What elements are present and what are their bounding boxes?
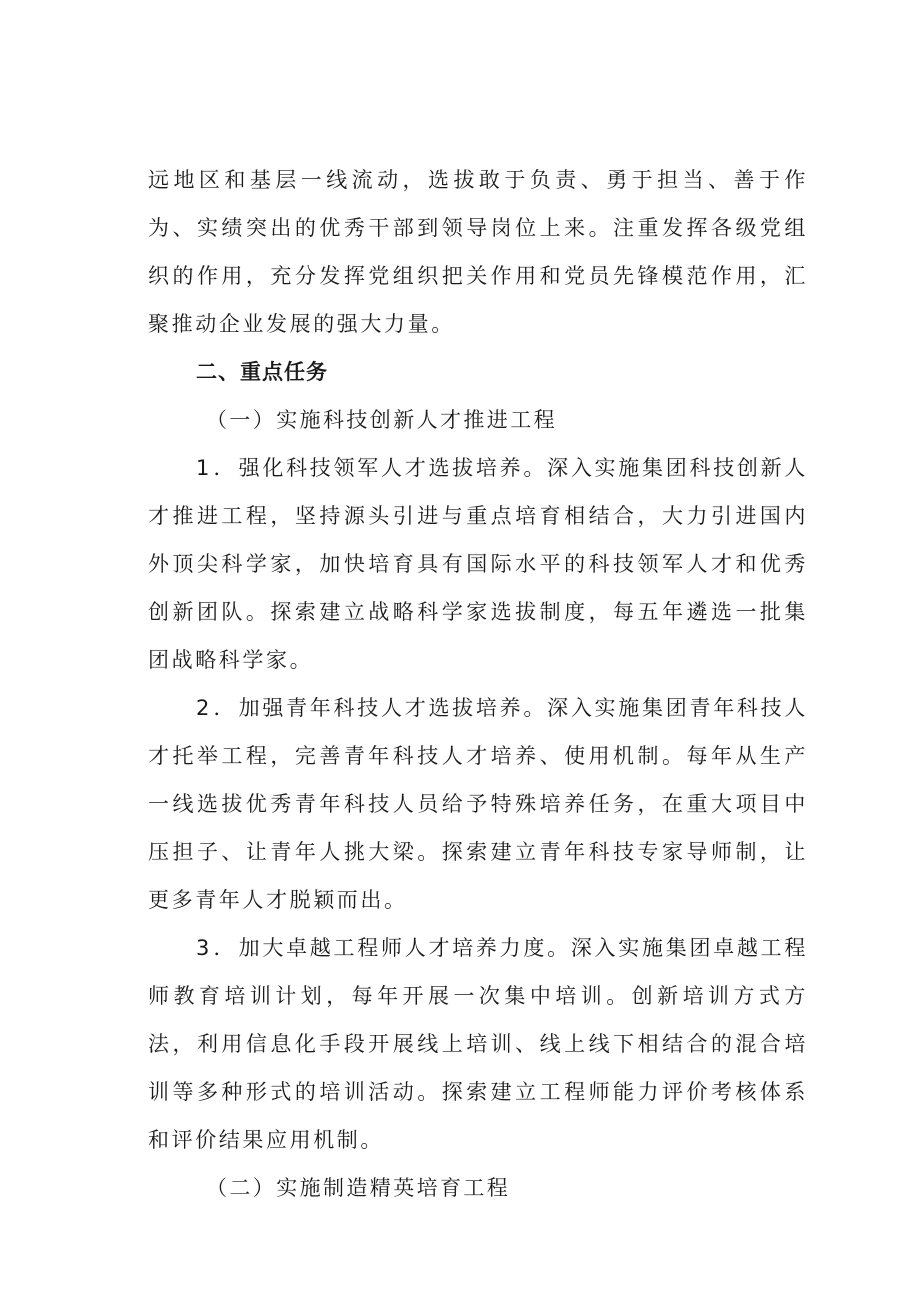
list-item-number: 1． bbox=[196, 456, 239, 480]
intro-paragraph: 远地区和基层一线流动，选拔敢于负责、勇于担当、善于作为、实绩突出的优秀干部到领导岗位上来。注重发挥各级党组织的作用，充分发挥党组织把关作用和党员先锋模范作用，汇聚推动企业发展的强大力量。 bbox=[148, 168, 808, 336]
list-item-text: 加强青年科技人才选拔培养。深入实施集团青年科技人才托举工程，完善青年科技人才培养、使用机制。每年从生产一线选拔优秀青年科技人员给予特殊培养任务，在重大项目中压担子、让青年人挑大梁。探索建立青年科技专家导师制，让更多青年人才脱颖而出。 bbox=[148, 696, 808, 912]
list-item-number: 2． bbox=[196, 696, 239, 720]
list-item-number: 3． bbox=[196, 936, 239, 960]
section-heading-key-tasks: 二、重点任务 bbox=[196, 360, 328, 384]
subsection-heading-tech-talent: （一）实施科技创新人才推进工程 bbox=[206, 408, 557, 432]
list-item-text: 加大卓越工程师人才培养力度。深入实施集团卓越工程师教育培训计划，每年开展一次集中培训。创新培训方式方法，利用信息化手段开展线上培训、线上线下相结合的混合培训等多种形式的培训活动。探索建立工程师能力评价考核体系和评价结果应用机制。 bbox=[148, 936, 808, 1152]
document-body bbox=[148, 156, 808, 1212]
list-item-1 bbox=[148, 444, 808, 684]
list-item-2 bbox=[148, 684, 808, 924]
subsection-heading-manufacturing-elite: （二）实施制造精英培育工程 bbox=[206, 1176, 511, 1200]
list-item-3 bbox=[148, 924, 808, 1164]
list-item-text: 强化科技领军人才选拔培养。深入实施集团科技创新人才推进工程，坚持源头引进与重点培育相结合，大力引进国内外顶尖科学家，加快培育具有国际水平的科技领军人才和优秀创新团队。探索建立战略科学家选拔制度，每五年遴选一批集团战略科学家。 bbox=[148, 456, 808, 672]
